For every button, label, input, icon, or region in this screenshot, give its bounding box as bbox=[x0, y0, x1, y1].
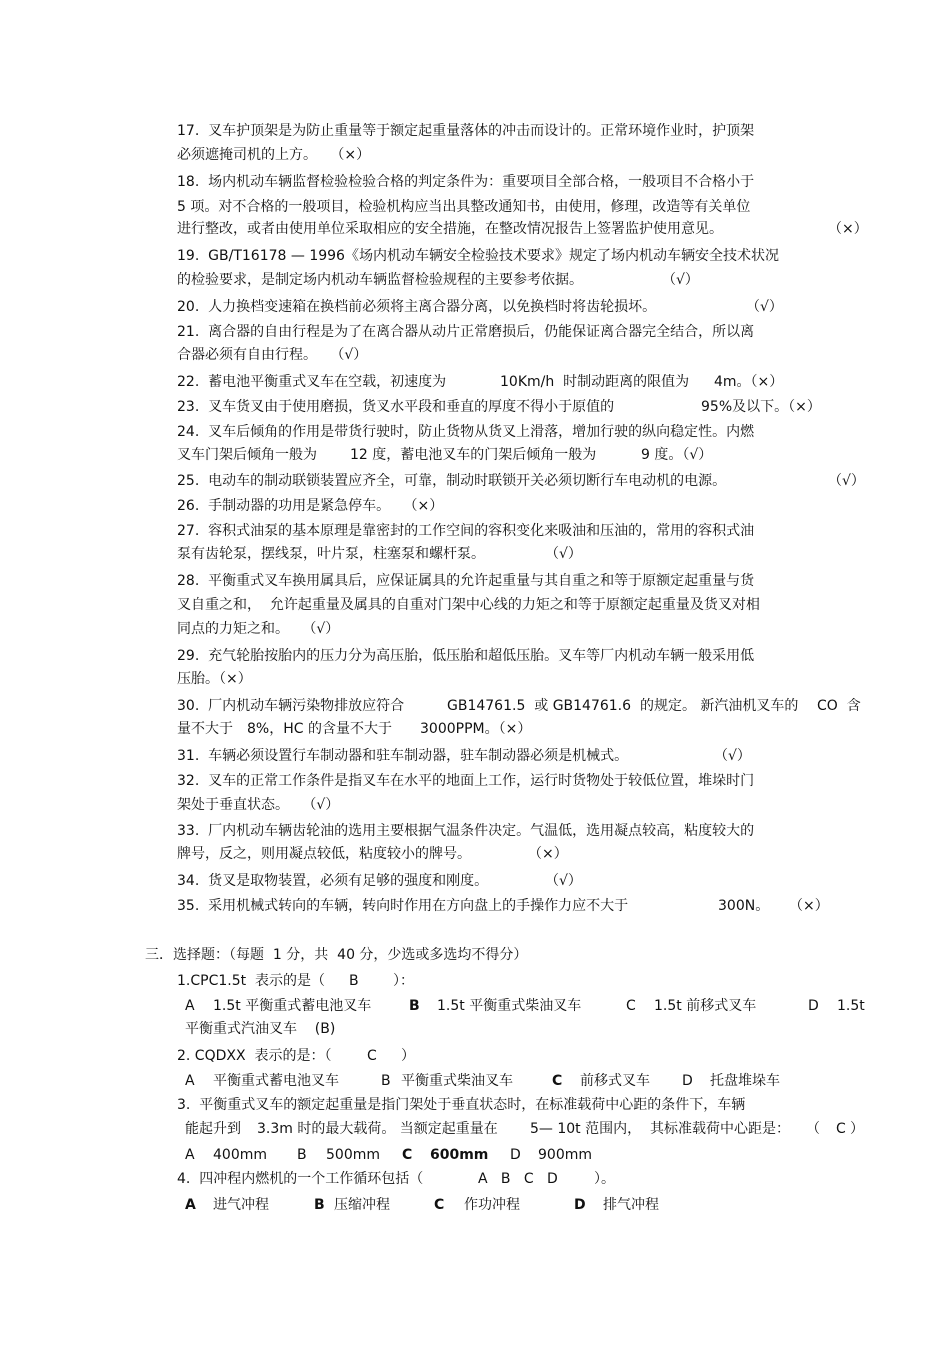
mc-q4-stem: 4. 四冲程内燃机的一个工作循环包括（ bbox=[177, 1171, 424, 1187]
q35-part-b: 300N。 bbox=[718, 898, 770, 914]
mc-q2-option-a-label: A bbox=[185, 1073, 195, 1089]
q30-part-a: 30. 厂内机动车辆污染物排放应符合 bbox=[177, 698, 405, 714]
q21-line1: 21. 离合器的自由行程是为了在离合器从动片正常磨损后，仍能保证离合器完全结合，所以离 bbox=[177, 324, 755, 340]
q31-mark: （√） bbox=[714, 748, 751, 764]
q35-part-a: 35. 采用机械式转向的车辆，转向时作用在方向盘上的手操作力应不大于 bbox=[177, 898, 629, 914]
mc-q4-option-b-label: B bbox=[314, 1197, 325, 1213]
q23-part-b: 95%及以下。（×） bbox=[701, 399, 821, 415]
mc-q4-option-c-label: C bbox=[434, 1197, 445, 1213]
q35-mark: （×） bbox=[789, 898, 829, 914]
q30-part-b: GB14761.5 或 GB14761.6 的规定。 新汽油机叉车的 bbox=[447, 698, 799, 714]
q30-part-e: 8%，HC 的含量不大于 bbox=[247, 721, 392, 737]
q33-line2: 牌号，反之，则用凝点较低，粘度较小的牌号。 bbox=[177, 846, 471, 862]
mc-q4-answer: A B C D bbox=[478, 1171, 558, 1187]
q22-part-a: 22. 蓄电池平衡重式叉车在空载，初速度为 bbox=[177, 374, 447, 390]
q22-part-c: 4m。（×） bbox=[714, 374, 784, 390]
q30-part-c: CO 含 bbox=[817, 698, 861, 714]
q28-line2: 叉自重之和， 允许起重量及属具的自重对门架中心线的力矩之和等于原额定起重量及货叉对相 bbox=[177, 597, 760, 613]
mc-q3-line1: 3. 平衡重式叉车的额定起重量是指门架处于垂直状态时，在标准载荷中心距的条件下，车辆 bbox=[177, 1097, 746, 1113]
mc-q3-option-d-label: D bbox=[510, 1147, 521, 1163]
section3-heading: 三．选择题：（每题 1 分，共 40 分，少选或多选均不得分） bbox=[145, 947, 528, 963]
q32-line2: 架处于垂直状态。 （√） bbox=[177, 797, 340, 813]
q33-line1: 33. 厂内机动车辆齿轮油的选用主要根据气温条件决定。气温低，选用凝点较高，粘度较大的 bbox=[177, 823, 755, 839]
mc-q3-option-b-label: B bbox=[297, 1147, 307, 1163]
q24-part-a: 叉车门架后倾角一般为 bbox=[177, 447, 317, 463]
mc-q2-option-b-label: B bbox=[381, 1073, 391, 1089]
mc-q4-option-b: 压缩冲程 bbox=[334, 1197, 390, 1213]
q25-text: 25. 电动车的制动联锁装置应齐全，可靠，制动时联锁开关必须切断行车电动机的电源。 bbox=[177, 473, 727, 489]
mc-q4-option-d-label: D bbox=[574, 1197, 586, 1213]
mc-q2-stem: 2. CQDXX 表示的是：（ bbox=[177, 1048, 332, 1064]
q19-mark: （√） bbox=[662, 272, 699, 288]
mc-q3-paren-open: （ bbox=[806, 1121, 820, 1137]
q30-part-f: 3000PPM。（×） bbox=[420, 721, 532, 737]
mc-q1-option-d-label: D bbox=[808, 998, 819, 1014]
q33-mark: （×） bbox=[528, 846, 568, 862]
mc-q1-option-a: 1.5t 平衡重式蓄电池叉车 bbox=[213, 998, 372, 1014]
mc-q2-option-c: 前移式叉车 bbox=[580, 1073, 650, 1089]
mc-q4-close: ）。 bbox=[594, 1171, 615, 1187]
q29-line1: 29. 充气轮胎按胎内的压力分为高压胎，低压胎和超低压胎。叉车等厂内机动车辆一般采用低 bbox=[177, 648, 755, 664]
mc-q3-option-c: 600mm bbox=[430, 1147, 489, 1163]
mc-q4-option-d: 排气冲程 bbox=[603, 1197, 659, 1213]
q19-line1: 19. GB/T16178 — 1996《场内机动车辆安全检验技术要求》规定了场内机动车辆安全技术状况 bbox=[177, 248, 779, 264]
q24-part-c: 9 度。（√） bbox=[641, 447, 713, 463]
mc-q4-option-a-label: A bbox=[185, 1197, 196, 1213]
mc-q1-option-c-label: C bbox=[626, 998, 636, 1014]
q22-part-b: 10Km/h 时制动距离的限值为 bbox=[500, 374, 690, 390]
q32-line1: 32. 叉车的正常工作条件是指叉车在水平的地面上工作，运行时货物处于较低位置，堆垛时门 bbox=[177, 773, 755, 789]
mc-q3-answer: C bbox=[836, 1121, 846, 1137]
mc-q1-close: ）： bbox=[393, 973, 414, 989]
q27-mark: （√） bbox=[545, 546, 582, 562]
q19-line2: 的检验要求，是制定场内机动车辆监督检验规程的主要参考依据。 bbox=[177, 272, 583, 288]
q18-line1: 18. 场内机动车辆监督检验检验合格的判定条件为：重要项目全部合格，一般项目不合格小于 bbox=[177, 174, 755, 190]
mc-q2-option-c-label: C bbox=[552, 1073, 563, 1089]
q21-line2: 合器必须有自由行程。 （√） bbox=[177, 347, 368, 363]
mc-q3-option-c-label: C bbox=[402, 1147, 413, 1163]
q26-text: 26. 手制动器的功用是紧急停车。 （×） bbox=[177, 498, 444, 514]
mc-q2-close: ） bbox=[401, 1048, 415, 1064]
q28-line1: 28. 平衡重式叉车换用属具后，应保证属具的允许起重量与其自重之和等于原额定起重量与货 bbox=[177, 573, 755, 589]
q20-mark: （√） bbox=[746, 299, 783, 315]
q28-line3: 同点的力矩之和。 （√） bbox=[177, 621, 340, 637]
mc-q1-stem: 1.CPC1.5t 表示的是（ bbox=[177, 973, 326, 989]
q18-line3: 进行整改，或者由使用单位采取相应的安全措施，在整改情况报告上签署监护使用意见。 bbox=[177, 221, 723, 237]
q17-line2: 必须遮掩司机的上方。 （×） bbox=[177, 147, 371, 163]
q20-text: 20. 人力换档变速箱在换档前必须将主离合器分离，以免换档时将齿轮损坏。 bbox=[177, 299, 657, 315]
mc-q2-option-d: 托盘堆垛车 bbox=[710, 1073, 780, 1089]
q18-mark: （×） bbox=[828, 221, 868, 237]
q18-line2: 5 项。对不合格的一般项目，检验机构应当出具整改通知书，由使用，修理，改造等有关单位 bbox=[177, 199, 751, 215]
mc-q1-option-b: 1.5t 平衡重式柴油叉车 bbox=[437, 998, 582, 1014]
mc-q4-option-c: 作功冲程 bbox=[464, 1197, 520, 1213]
mc-q2-answer: C bbox=[367, 1048, 377, 1064]
mc-q2-option-a: 平衡重式蓄电池叉车 bbox=[213, 1073, 339, 1089]
mc-q3-close: ） bbox=[850, 1121, 864, 1137]
q17-line1: 17. 叉车护顶架是为防止重量等于额定起重量落体的冲击而设计的。正常环境作业时，护顶架 bbox=[177, 123, 755, 139]
mc-q3-part-b: 3.3m 时的最大载荷。 当额定起重量在 bbox=[257, 1121, 498, 1137]
mc-q3-option-a-label: A bbox=[185, 1147, 195, 1163]
q31-text: 31. 车辆必须设置行车制动器和驻车制动器，驻车制动器必须是机械式。 bbox=[177, 748, 629, 764]
q30-part-d: 量不大于 bbox=[177, 721, 233, 737]
mc-q1-option-c: 1.5t 前移式叉车 bbox=[654, 998, 757, 1014]
q27-line1: 27. 容积式油泵的基本原理是靠密封的工作空间的容积变化来吸油和压油的，常用的容积式油 bbox=[177, 523, 755, 539]
mc-q1-option-b-label: B bbox=[409, 998, 420, 1014]
mc-q1-option-d: 1.5t bbox=[837, 998, 865, 1014]
q34-text: 34. 货叉是取物装置，必须有足够的强度和刚度。 bbox=[177, 873, 489, 889]
mc-q1-option-a-label: A bbox=[185, 998, 195, 1014]
q25-mark: （√） bbox=[828, 473, 865, 489]
mc-q3-part-c: 5— 10t 范围内， 其标准载荷中心距是： bbox=[530, 1121, 791, 1137]
mc-q2-option-d-label: D bbox=[682, 1073, 693, 1089]
q24-part-b: 12 度，蓄电池叉车的门架后倾角一般为 bbox=[350, 447, 597, 463]
mc-q3-option-d: 900mm bbox=[538, 1147, 592, 1163]
mc-q3-option-a: 400mm bbox=[213, 1147, 267, 1163]
mc-q3-option-b: 500mm bbox=[326, 1147, 380, 1163]
mc-q1-option-d-cont: 平衡重式汽油叉车 (B) bbox=[185, 1021, 336, 1037]
mc-q4-option-a: 进气冲程 bbox=[213, 1197, 269, 1213]
mc-q1-answer: B bbox=[349, 973, 359, 989]
mc-q3-part-a: 能起升到 bbox=[185, 1121, 241, 1137]
q29-line2: 压胎。（×） bbox=[177, 671, 252, 687]
q24-line1: 24. 叉车后倾角的作用是带货行驶时，防止货物从货叉上滑落，增加行驶的纵向稳定性。内燃 bbox=[177, 424, 755, 440]
mc-q2-option-b: 平衡重式柴油叉车 bbox=[401, 1073, 513, 1089]
q27-line2: 泵有齿轮泵，摆线泵，叶片泵，柱塞泵和螺杆泵。 bbox=[177, 546, 485, 562]
q34-mark: （√） bbox=[545, 873, 582, 889]
q23-part-a: 23. 叉车货叉由于使用磨损，货叉水平段和垂直的厚度不得小于原值的 bbox=[177, 399, 615, 415]
